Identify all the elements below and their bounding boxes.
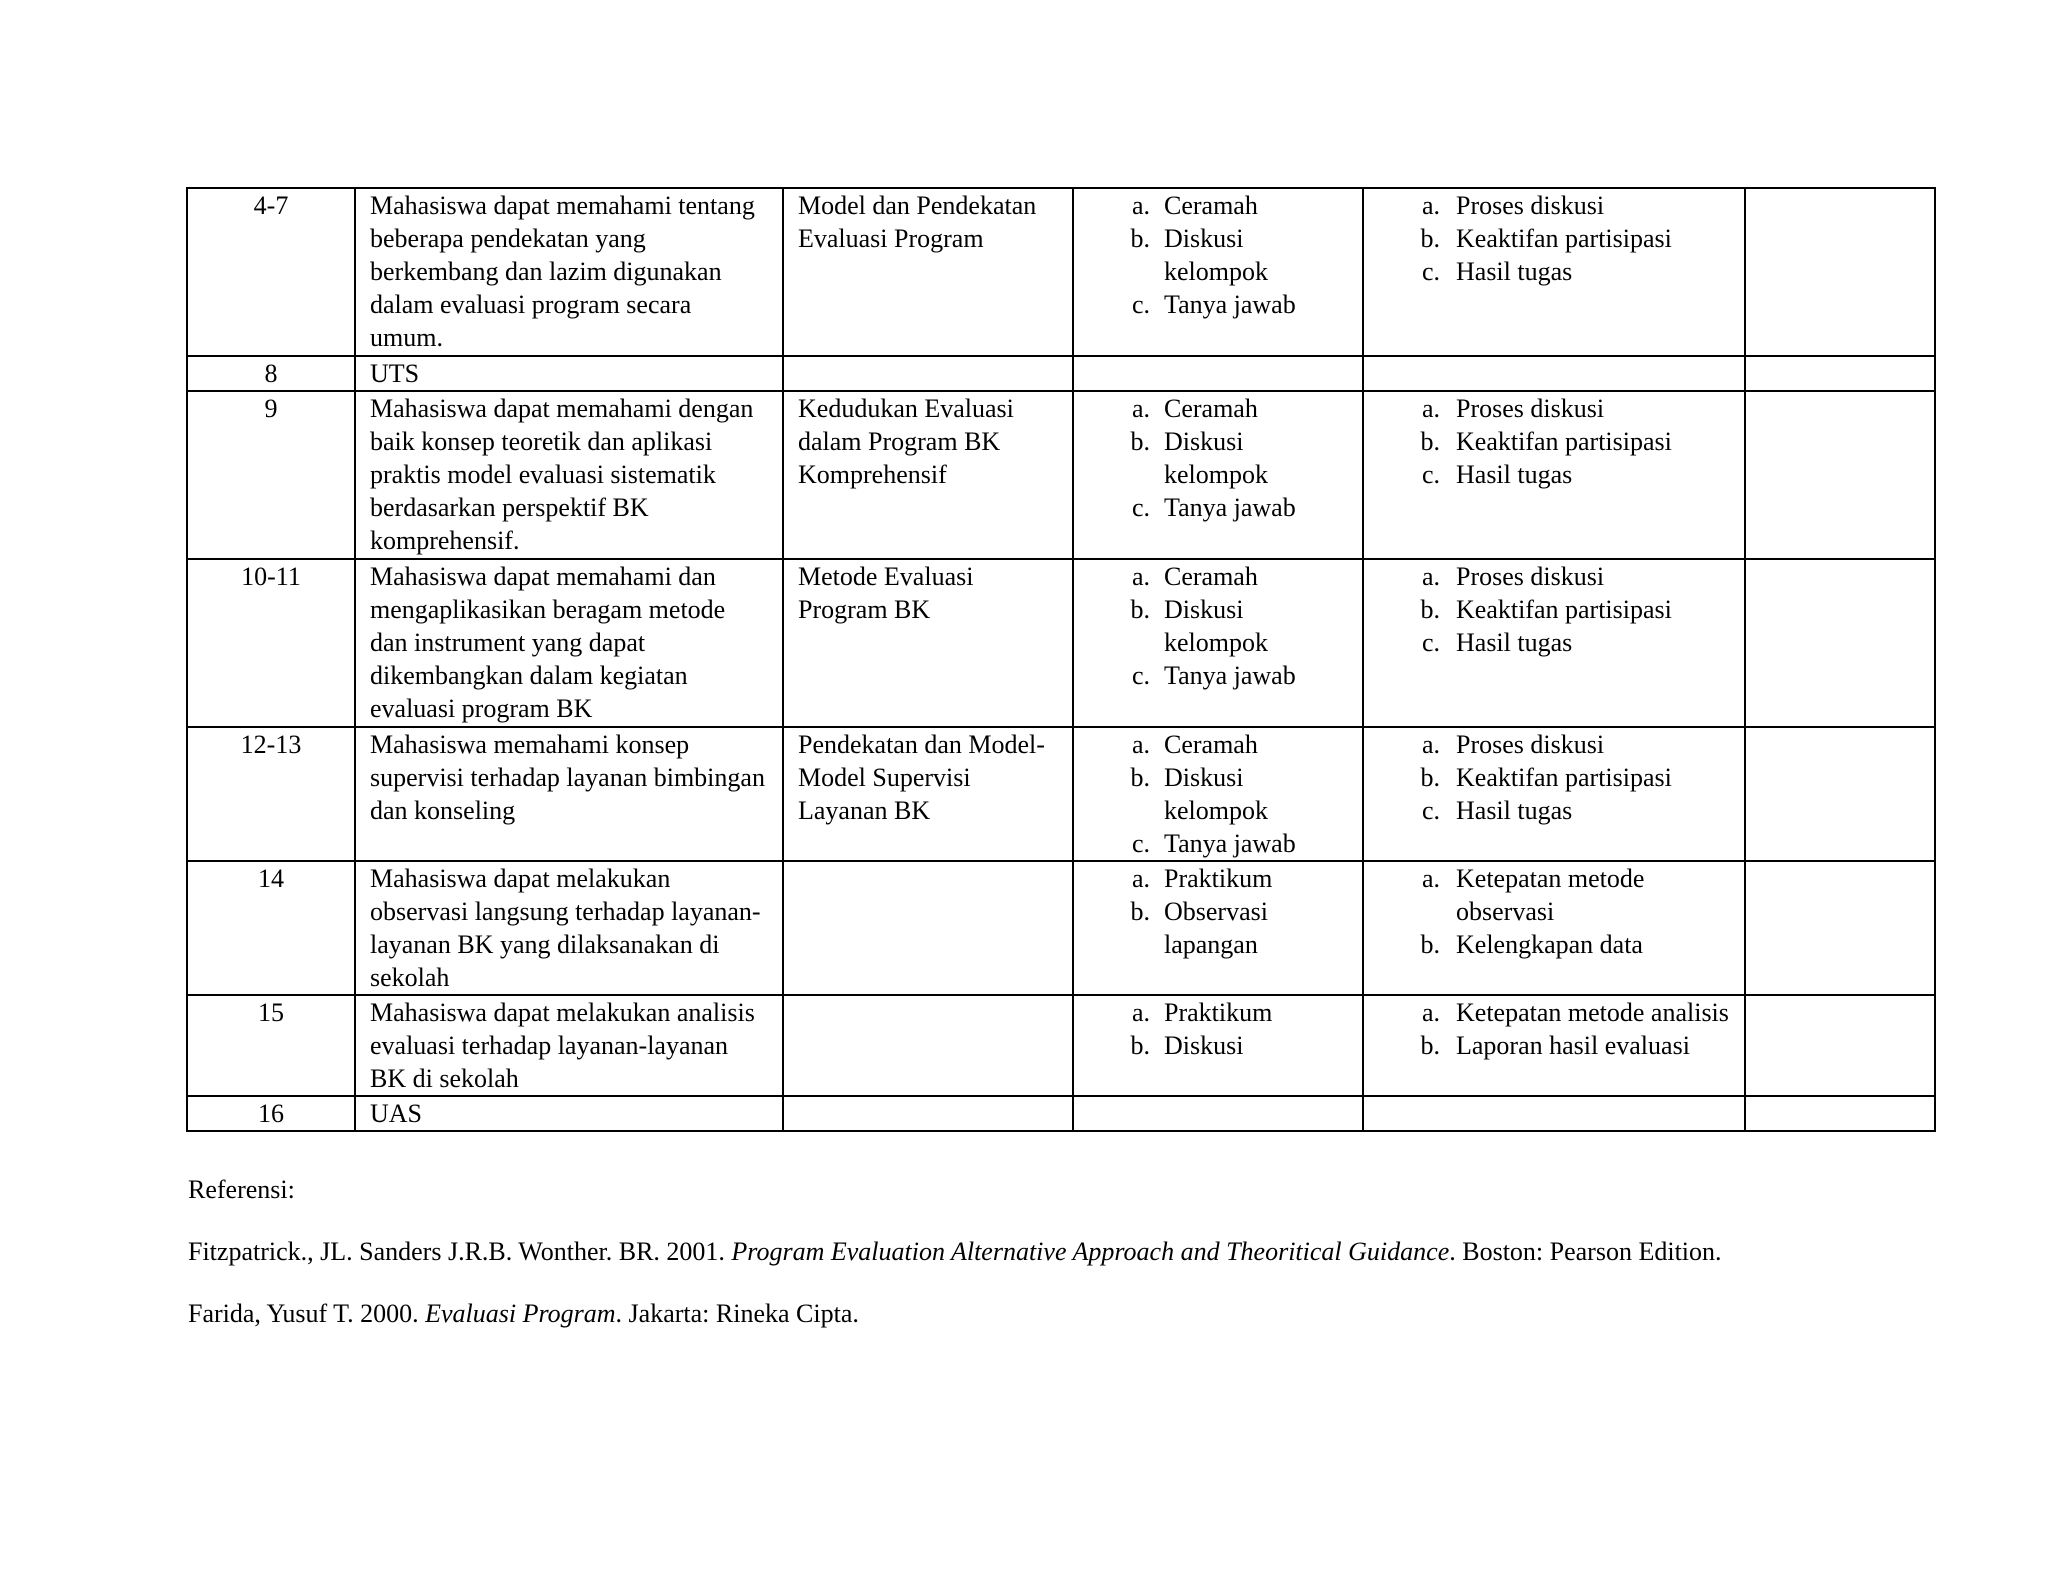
assessment-list — [1378, 189, 1730, 288]
assessment-text: Keaktifan partisipasi — [1456, 595, 1672, 624]
material-cell — [783, 995, 1073, 1096]
learning-objective-cell: UAS — [355, 1096, 783, 1131]
method-list-item — [1088, 560, 1348, 593]
table-row — [187, 391, 1935, 559]
method-cell — [1073, 559, 1363, 727]
list-marker: b. — [1420, 224, 1440, 253]
list-marker: b. — [1420, 427, 1440, 456]
table-row — [187, 188, 1935, 356]
material-cell — [783, 861, 1073, 995]
method-text: Tanya jawab — [1164, 829, 1296, 858]
method-list-item — [1088, 761, 1348, 827]
list-marker: b. — [1420, 763, 1440, 792]
method-list — [1088, 392, 1348, 524]
method-cell — [1073, 356, 1363, 391]
method-text: Tanya jawab — [1164, 493, 1296, 522]
assessment-list-item — [1378, 626, 1730, 659]
method-cell — [1073, 188, 1363, 356]
assessment-list-item — [1378, 593, 1730, 626]
assessment-list-item — [1378, 189, 1730, 222]
learning-objective-cell: Mahasiswa dapat memahami tentang beberapa pendekatan yang berkembang dan lazim digunakan dalam evaluasi program secara umum. — [355, 188, 783, 356]
method-list-item — [1088, 895, 1348, 961]
assessment-text: Ketepatan metode observasi — [1456, 864, 1645, 926]
method-text: Diskusi kelompok — [1164, 595, 1268, 657]
list-marker: b. — [1420, 930, 1440, 959]
extra-cell — [1745, 1096, 1935, 1131]
table-row — [187, 356, 1935, 391]
week-cell: 14 — [187, 861, 355, 995]
list-marker: c. — [1421, 460, 1440, 489]
material-cell: Metode Evaluasi Program BK — [783, 559, 1073, 727]
references-section — [188, 1172, 1888, 1358]
method-text: Diskusi kelompok — [1164, 224, 1268, 286]
method-text: Ceramah — [1164, 730, 1258, 759]
learning-objective-cell: Mahasiswa memahami konsep supervisi terhadap layanan bimbingan dan konseling — [355, 727, 783, 861]
method-text: Tanya jawab — [1164, 290, 1296, 319]
method-cell — [1073, 391, 1363, 559]
assessment-list-item — [1378, 928, 1730, 961]
assessment-text: Ketepatan metode analisis — [1456, 998, 1729, 1027]
method-list-item — [1088, 392, 1348, 425]
method-cell — [1073, 995, 1363, 1096]
method-list — [1088, 560, 1348, 692]
assessment-text: Proses diskusi — [1456, 562, 1605, 591]
list-marker: a. — [1421, 191, 1440, 220]
method-cell — [1073, 727, 1363, 861]
table-row — [187, 559, 1935, 727]
learning-objective-cell: Mahasiswa dapat memahami dengan baik konsep teoretik dan aplikasi praktis model evaluasi sistematik berdasarkan perspektif BK komprehensif. — [355, 391, 783, 559]
list-marker: a. — [1421, 730, 1440, 759]
method-text: Diskusi kelompok — [1164, 763, 1268, 825]
assessment-cell — [1363, 727, 1745, 861]
assessment-list — [1378, 560, 1730, 659]
method-list-item — [1088, 728, 1348, 761]
assessment-cell — [1363, 861, 1745, 995]
references-list — [188, 1234, 1888, 1332]
material-cell: Kedudukan Evaluasi dalam Program BK Komprehensif — [783, 391, 1073, 559]
assessment-list-item — [1378, 392, 1730, 425]
material-cell — [783, 1096, 1073, 1131]
method-list-item — [1088, 862, 1348, 895]
assessment-list-item — [1378, 425, 1730, 458]
assessment-text: Hasil tugas — [1456, 796, 1573, 825]
week-cell: 9 — [187, 391, 355, 559]
assessment-text: Keaktifan partisipasi — [1456, 763, 1672, 792]
method-list-item — [1088, 425, 1348, 491]
week-cell: 12-13 — [187, 727, 355, 861]
list-marker: c. — [1131, 661, 1150, 690]
method-list — [1088, 189, 1348, 321]
week-cell: 15 — [187, 995, 355, 1096]
method-list-item — [1088, 288, 1348, 321]
list-marker: a. — [1421, 394, 1440, 423]
assessment-list-item — [1378, 255, 1730, 288]
list-marker: c. — [1421, 257, 1440, 286]
week-cell: 8 — [187, 356, 355, 391]
method-text: Observasi lapangan — [1164, 897, 1268, 959]
list-marker: a. — [1421, 864, 1440, 893]
method-list-item — [1088, 1029, 1348, 1062]
assessment-list-item — [1378, 458, 1730, 491]
list-marker: b. — [1130, 224, 1150, 253]
method-cell — [1073, 861, 1363, 995]
assessment-list-item — [1378, 794, 1730, 827]
list-marker: c. — [1421, 796, 1440, 825]
method-text: Diskusi kelompok — [1164, 427, 1268, 489]
assessment-list — [1378, 392, 1730, 491]
syllabus-table — [186, 187, 1936, 1132]
method-list-item — [1088, 491, 1348, 524]
assessment-text: Proses diskusi — [1456, 730, 1605, 759]
method-cell — [1073, 1096, 1363, 1131]
method-list — [1088, 862, 1348, 961]
reference-title: Program Evaluation Alternative Approach and Theoritical Guidance — [731, 1237, 1450, 1266]
list-marker: b. — [1420, 1031, 1440, 1060]
assessment-text: Hasil tugas — [1456, 257, 1573, 286]
reference-author-year: Fitzpatrick., JL. Sanders J.R.B. Wonther. BR. 2001. — [188, 1237, 732, 1266]
extra-cell — [1745, 391, 1935, 559]
list-marker: c. — [1131, 493, 1150, 522]
syllabus-table-body — [187, 188, 1935, 1131]
list-marker: b. — [1130, 595, 1150, 624]
assessment-cell — [1363, 995, 1745, 1096]
method-text: Ceramah — [1164, 191, 1258, 220]
assessment-list-item — [1378, 222, 1730, 255]
assessment-list-item — [1378, 996, 1730, 1029]
list-marker: c. — [1131, 290, 1150, 319]
assessment-cell — [1363, 356, 1745, 391]
list-marker: c. — [1131, 829, 1150, 858]
method-list-item — [1088, 593, 1348, 659]
reference-title: Evaluasi Program — [425, 1299, 616, 1328]
list-marker: a. — [1421, 998, 1440, 1027]
list-marker: a. — [1131, 864, 1150, 893]
list-marker: a. — [1131, 562, 1150, 591]
method-list-item — [1088, 827, 1348, 860]
reference-publisher: . Boston: Pearson Edition. — [1449, 1237, 1722, 1266]
list-marker: b. — [1130, 763, 1150, 792]
assessment-text: Laporan hasil evaluasi — [1456, 1031, 1690, 1060]
list-marker: b. — [1420, 595, 1440, 624]
method-list-item — [1088, 189, 1348, 222]
assessment-list-item — [1378, 862, 1730, 928]
method-text: Diskusi — [1164, 1031, 1244, 1060]
table-row — [187, 995, 1935, 1096]
week-cell: 16 — [187, 1096, 355, 1131]
assessment-cell — [1363, 391, 1745, 559]
reference-author-year: Farida, Yusuf T. 2000. — [188, 1299, 426, 1328]
reference-item — [188, 1296, 1888, 1332]
learning-objective-cell: Mahasiswa dapat melakukan analisis evaluasi terhadap layanan-layanan BK di sekolah — [355, 995, 783, 1096]
material-cell — [783, 356, 1073, 391]
assessment-list-item — [1378, 728, 1730, 761]
list-marker: c. — [1421, 628, 1440, 657]
list-marker: a. — [1131, 998, 1150, 1027]
assessment-text: Proses diskusi — [1456, 191, 1605, 220]
list-marker: a. — [1421, 562, 1440, 591]
method-text: Ceramah — [1164, 394, 1258, 423]
material-cell: Pendekatan dan Model-Model Supervisi Layanan BK — [783, 727, 1073, 861]
table-row — [187, 861, 1935, 995]
method-list-item — [1088, 996, 1348, 1029]
table-row — [187, 1096, 1935, 1131]
learning-objective-cell: Mahasiswa dapat melakukan observasi langsung terhadap layanan-layanan BK yang dilaksanakan di sekolah — [355, 861, 783, 995]
references-heading: Referensi: — [188, 1175, 295, 1204]
assessment-list-item — [1378, 761, 1730, 794]
reference-publisher: . Jakarta: Rineka Cipta. — [615, 1299, 859, 1328]
method-text: Tanya jawab — [1164, 661, 1296, 690]
assessment-list — [1378, 862, 1730, 961]
assessment-list-item — [1378, 560, 1730, 593]
extra-cell — [1745, 188, 1935, 356]
list-marker: b. — [1130, 897, 1150, 926]
assessment-cell — [1363, 559, 1745, 727]
list-marker: a. — [1131, 394, 1150, 423]
method-list — [1088, 728, 1348, 860]
table-row — [187, 727, 1935, 861]
assessment-text: Hasil tugas — [1456, 460, 1573, 489]
list-marker: b. — [1130, 427, 1150, 456]
week-cell: 10-11 — [187, 559, 355, 727]
assessment-list — [1378, 728, 1730, 827]
extra-cell — [1745, 559, 1935, 727]
assessment-text: Kelengkapan data — [1456, 930, 1643, 959]
method-list — [1088, 996, 1348, 1062]
learning-objective-cell: UTS — [355, 356, 783, 391]
method-text: Ceramah — [1164, 562, 1258, 591]
assessment-cell — [1363, 188, 1745, 356]
method-list-item — [1088, 222, 1348, 288]
extra-cell — [1745, 861, 1935, 995]
assessment-text: Hasil tugas — [1456, 628, 1573, 657]
list-marker: b. — [1130, 1031, 1150, 1060]
material-cell: Model dan Pendekatan Evaluasi Program — [783, 188, 1073, 356]
list-marker: a. — [1131, 191, 1150, 220]
extra-cell — [1745, 356, 1935, 391]
learning-objective-cell: Mahasiswa dapat memahami dan mengaplikasikan beragam metode dan instrument yang dapat dikembangkan dalam kegiatan evaluasi program BK — [355, 559, 783, 727]
extra-cell — [1745, 727, 1935, 861]
assessment-text: Keaktifan partisipasi — [1456, 427, 1672, 456]
assessment-list-item — [1378, 1029, 1730, 1062]
list-marker: a. — [1131, 730, 1150, 759]
assessment-text: Keaktifan partisipasi — [1456, 224, 1672, 253]
assessment-text: Proses diskusi — [1456, 394, 1605, 423]
week-cell: 4-7 — [187, 188, 355, 356]
assessment-list — [1378, 996, 1730, 1062]
method-text: Praktikum — [1164, 998, 1273, 1027]
method-text: Praktikum — [1164, 864, 1273, 893]
extra-cell — [1745, 995, 1935, 1096]
reference-item — [188, 1234, 1888, 1270]
assessment-cell — [1363, 1096, 1745, 1131]
method-list-item — [1088, 659, 1348, 692]
